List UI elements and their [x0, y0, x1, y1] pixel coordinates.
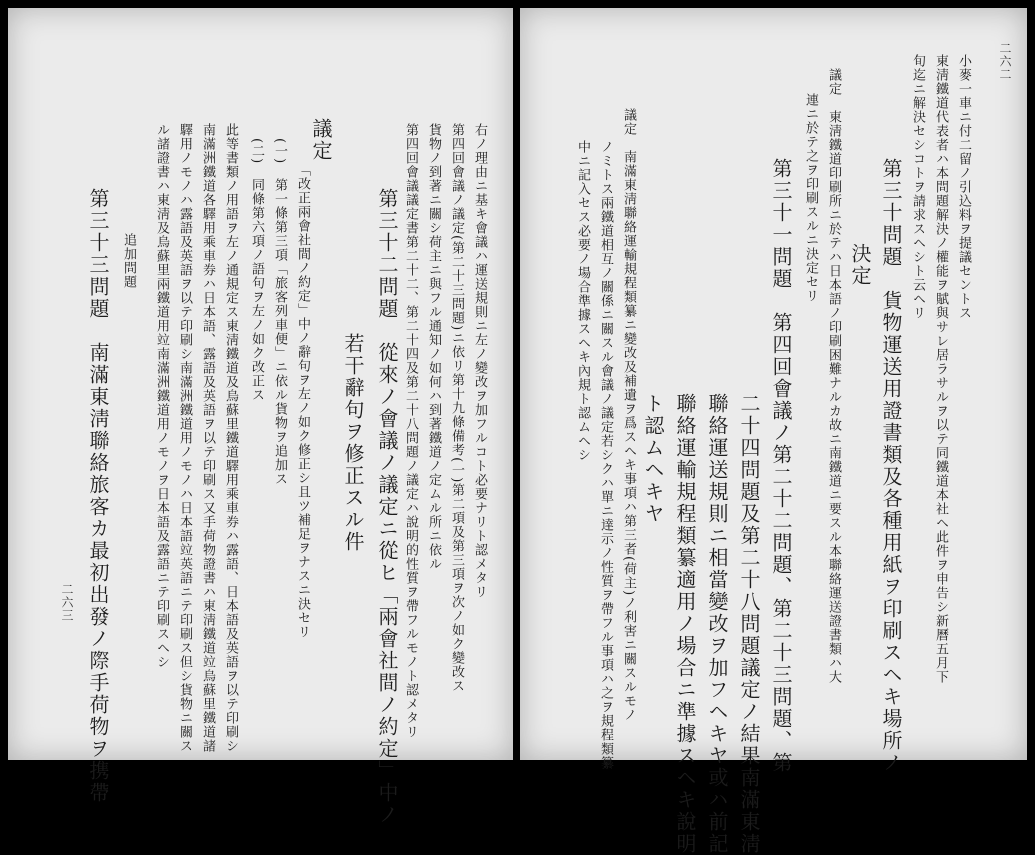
problem-heading: 第三十三問題 南滿東淸聯絡旅客カ最初出發ノ際手荷物ヲ携帶 [86, 188, 110, 804]
text-line: 小麥一車ニ付二留ノ引込料ヲ提議セントス [956, 54, 971, 320]
text-line: ル諸證書ハ東淸及烏蘇里兩鐵道用竝南滿洲鐵道用ノモノヲ日本語及露語ニテ印刷スヘシ [154, 123, 169, 669]
problem-heading-cont: 若干辭句ヲ修正スル件 [341, 333, 365, 553]
problem-heading: 第三十問題 貨物運送用證書類及各種用紙ヲ印刷スヘキ場所ノ [879, 158, 903, 774]
problem-heading-cont: 二十四問題及第二十八問題議定ノ結果南滿東淸 [737, 393, 761, 855]
problem-heading-cont: 聯絡運送規則ニ相當變改ヲ加フヘキヤ或ハ前記 [705, 393, 729, 855]
list-item: (二) 同條第六項ノ語句ヲ左ノ如ク改正ス [249, 138, 264, 403]
text-line: 貨物ノ到著ニ關シ荷主ニ與フル通知ノ如何ハ到著鐵道ノ定ムル所ニ依ル [426, 123, 441, 571]
text-line: 中ニ記入セス必要ノ場合準據スヘキ內規ト認ムヘシ [575, 140, 590, 462]
left-book-page [8, 8, 513, 826]
list-item: (一) 第一條第三項「旅客列車便」ニ依ル貨物ヲ追加ス [272, 138, 287, 487]
text-line: 驛用ノモノハ露語及英語ヲ以テ印刷シ南滿洲鐵道用ノモノハ日本語竝英語ニテ印刷ス但シ貨物ニ關ス [177, 123, 192, 753]
problem-heading: 第三十一問題 第四回會議ノ第二十二問題、第二十三問題、第 [769, 158, 793, 774]
text-line: 第四回會議議定書第二十二、第二十四及第二十八問題ノ議定ハ說明的性質ヲ帶フルモノト認メタリ [403, 123, 418, 739]
decision-line: 議定 南滿東淸聯絡運輸規程類纂ニ變改及補遺ヲ爲スヘキ事項ハ第三者(荷主)ノ利害ニ關スルモノ [621, 108, 636, 723]
text-line: 此等書類ノ用語ヲ左ノ通規定ス東淸鐵道及烏蘇里鐵道驛用乘車券ハ露語、日本語及英語ヲ以テ印刷シ [223, 123, 238, 753]
decision-line: 議定 東淸鐵道印刷所ニ於テハ日本語ノ印刷困難ナルカ故ニ南鐵道ニ要スル本聯絡運送證書類ハ大 [826, 68, 841, 684]
problem-heading-cont: ト認ムヘキヤ [641, 393, 665, 525]
text-line: 東淸鐵道代表者ハ本問題解決ノ權能ヲ賦與サレ居ラサルヲ以テ同鐵道本社ヘ此件ヲ申告シ新曆五月下 [933, 54, 948, 684]
decision-label: 議定 [309, 118, 333, 162]
text-line: 右ノ理由ニ基キ會議ハ運送規則ニ左ノ變改ヲ加フルコト必要ナリト認メタリ [472, 123, 487, 599]
text-line: 連ニ於テ之ヲ印刷スルニ決定セリ [803, 93, 818, 303]
text-line: 旬迄ニ解決セシコトヲ請求スヘシト云ヘリ [910, 54, 925, 320]
section-label: 追加問題 [121, 233, 136, 289]
problem-heading-cont: 聯絡運輸規程類纂適用ノ場合ニ準據スヘキ說明 [673, 393, 697, 855]
problem-heading: 第三十二問題 從來ノ會議ノ議定ニ從ヒ「兩會社間ノ約定」中ノ [375, 188, 399, 826]
page-number: 二六三 [60, 583, 74, 622]
text-line: 第四回會議ノ議定(第二十三問題)ニ依リ第十九條備考(一)第二項及第三項ヲ次ノ如ク變改ス [449, 123, 464, 694]
text-line: 「改正兩會社間ノ約定」中ノ辭句ヲ左ノ如ク修正シ且ツ補足ヲナスニ決セリ [295, 163, 310, 639]
right-book-page [520, 8, 1027, 855]
problem-heading-cont: 決定 [848, 243, 872, 287]
text-line: 南滿洲鐵道各驛用乘車券ハ日本語、露語及英語ヲ以テ印刷ス又手荷物證書ハ東淸鐵道竝烏蘇里鐵道諸 [200, 123, 215, 753]
text-line: ノミトス兩鐵道相互ノ關係ニ關スル會議ノ議定若シクハ單ニ達示ノ性質ヲ帶フル事項ハ之ヲ規程類纂 [598, 140, 613, 770]
page-number: 二六二 [998, 42, 1012, 81]
